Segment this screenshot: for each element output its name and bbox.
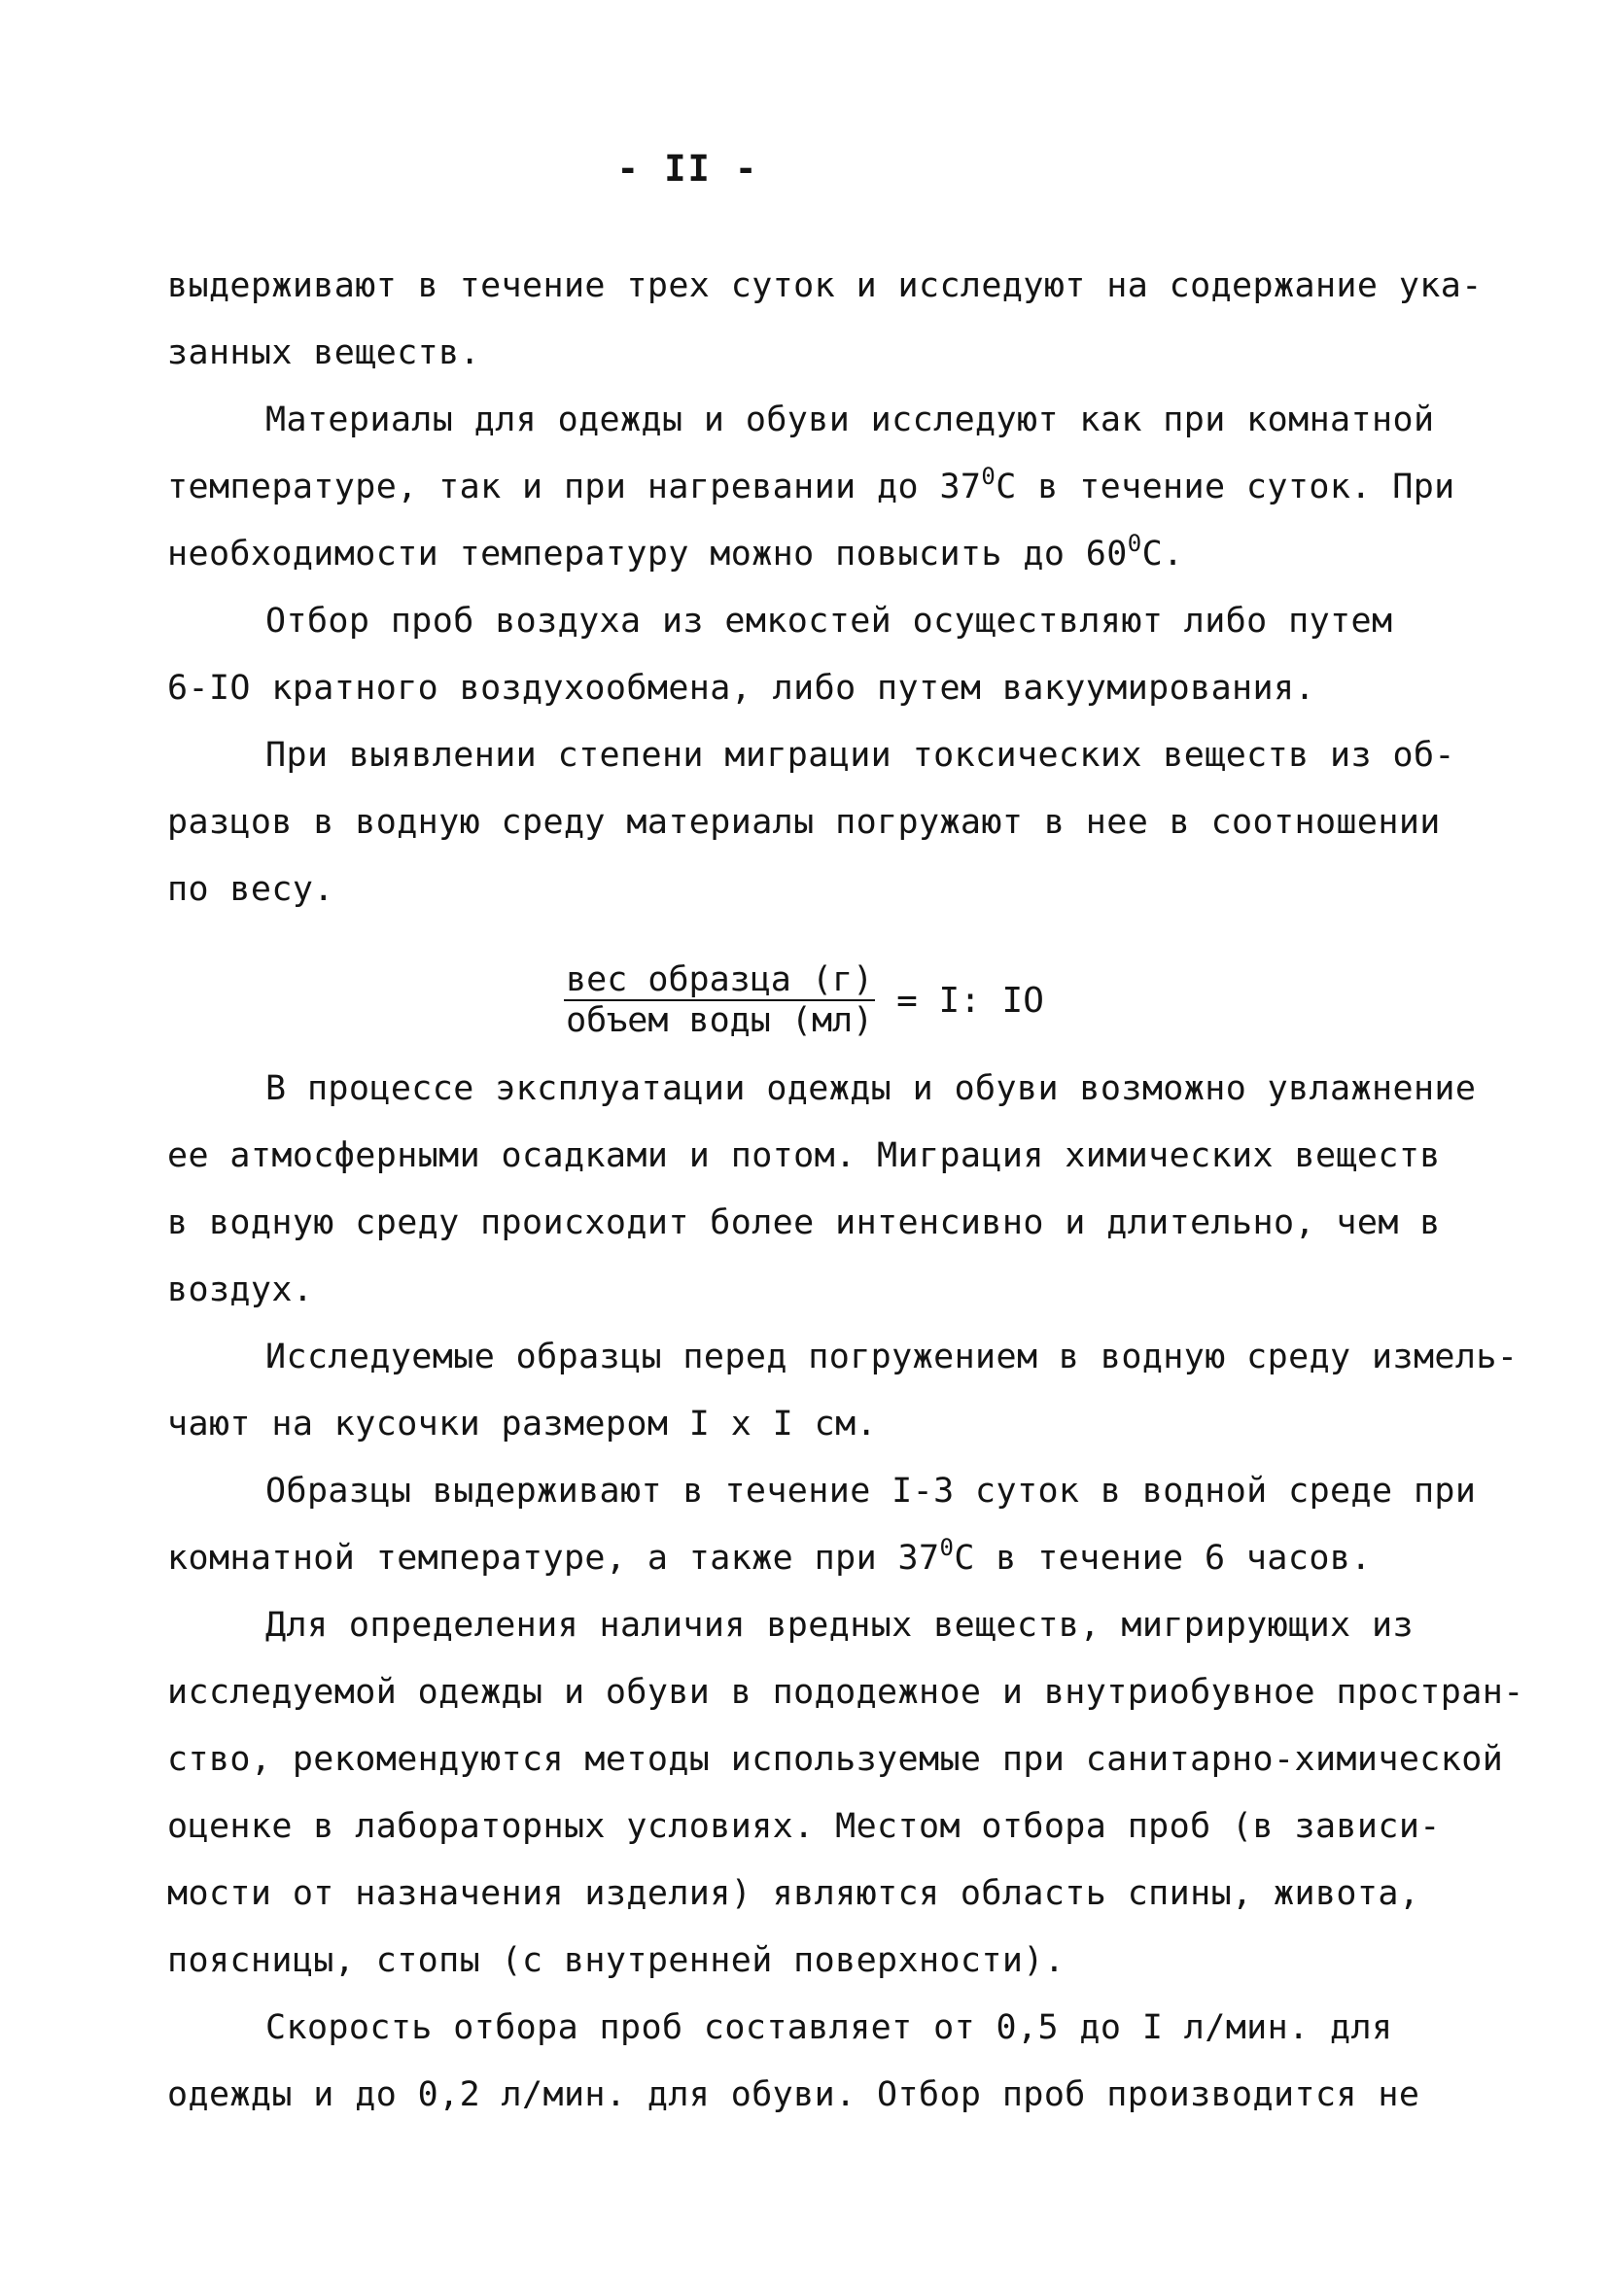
text-line: одежды и до 0,2 л/мин. для обуви. Отбор проб производится не bbox=[167, 2075, 1420, 2114]
fraction bbox=[564, 962, 875, 1038]
text-line: разцов в водную среду материалы погружают в нее в соотношении bbox=[167, 803, 1441, 842]
text-line: поясницы, стопы (с внутренней поверхности). bbox=[167, 1941, 1066, 1980]
text-block-2 bbox=[167, 1056, 1524, 2129]
text-line bbox=[167, 1525, 1460, 1592]
text-line: Для определения наличия вредных веществ, мигрирующих из bbox=[265, 1606, 1414, 1645]
text-line: 6-IO кратного воздухообмена, либо путем вакуумирования. bbox=[167, 669, 1315, 708]
text-line: мости от назначения изделия) являются область спины, живота, bbox=[167, 1874, 1420, 1913]
text-fragment: С в течение суток. При bbox=[996, 468, 1455, 506]
text-fragment: С. bbox=[1141, 535, 1184, 574]
text-fragment: С в течение 6 часов. bbox=[954, 1539, 1372, 1578]
text-line: Скорость отбора проб составляет от 0,5 до I л/мин. для bbox=[265, 2008, 1393, 2047]
text-line: При выявлении степени миграции токсических веществ из об- bbox=[265, 736, 1455, 775]
degree-sign: 0 bbox=[1127, 530, 1142, 557]
text-fragment: температуре, так и при нагревании до 37 bbox=[167, 468, 982, 506]
degree-sign: 0 bbox=[939, 1534, 955, 1561]
text-block-1 bbox=[167, 253, 1483, 923]
text-line: выдерживают в течение трех суток и исследуют на содержание ука- bbox=[167, 266, 1483, 305]
text-line: по весу. bbox=[167, 870, 334, 909]
text-line bbox=[167, 454, 1460, 521]
text-line: занных веществ. bbox=[167, 333, 481, 372]
text-line: Материалы для одежды и обуви исследуют как при комнатной bbox=[265, 400, 1435, 439]
degree-sign: 0 bbox=[981, 463, 996, 490]
page-number: - II - bbox=[616, 148, 759, 190]
text-line: оценке в лабораторных условиях. Местом отбора проб (в зависи- bbox=[167, 1807, 1441, 1846]
text-line: исследуемой одежды и обуви в пододежное и внутриобувное простран- bbox=[167, 1673, 1524, 1712]
text-fragment: необходимости температуру можно повысить до 60 bbox=[167, 535, 1128, 574]
text-fragment: комнатной температуре, а также при 37 bbox=[167, 1539, 940, 1578]
fraction-numerator: вес образца (г) bbox=[566, 960, 874, 999]
text-line: Отбор проб воздуха из емкостей осуществляют либо путем bbox=[265, 602, 1393, 641]
ratio-formula bbox=[0, 962, 1608, 1038]
text-line: В процессе эксплуатации одежды и обуви возможно увлажнение bbox=[265, 1069, 1477, 1108]
text-line: ее атмосферными осадками и потом. Миграция химических веществ bbox=[167, 1136, 1441, 1175]
text-line: Образцы выдерживают в течение I-3 суток в водной среде при bbox=[265, 1472, 1477, 1511]
text-line: ство, рекомендуются методы используемые при санитарно-химической bbox=[167, 1740, 1504, 1779]
fraction-denominator: объем воды (мл) bbox=[566, 1001, 874, 1040]
text-line: Исследуемые образцы перед погружением в водную среду измель- bbox=[265, 1338, 1519, 1376]
text-line bbox=[167, 521, 1460, 588]
text-line: воздух. bbox=[167, 1270, 314, 1309]
text-line: в водную среду происходит более интенсивно и длительно, чем в bbox=[167, 1203, 1441, 1242]
text-line: чают на кусочки размером I x I см. bbox=[167, 1405, 878, 1444]
ratio-value: = I: IO bbox=[896, 980, 1044, 1021]
